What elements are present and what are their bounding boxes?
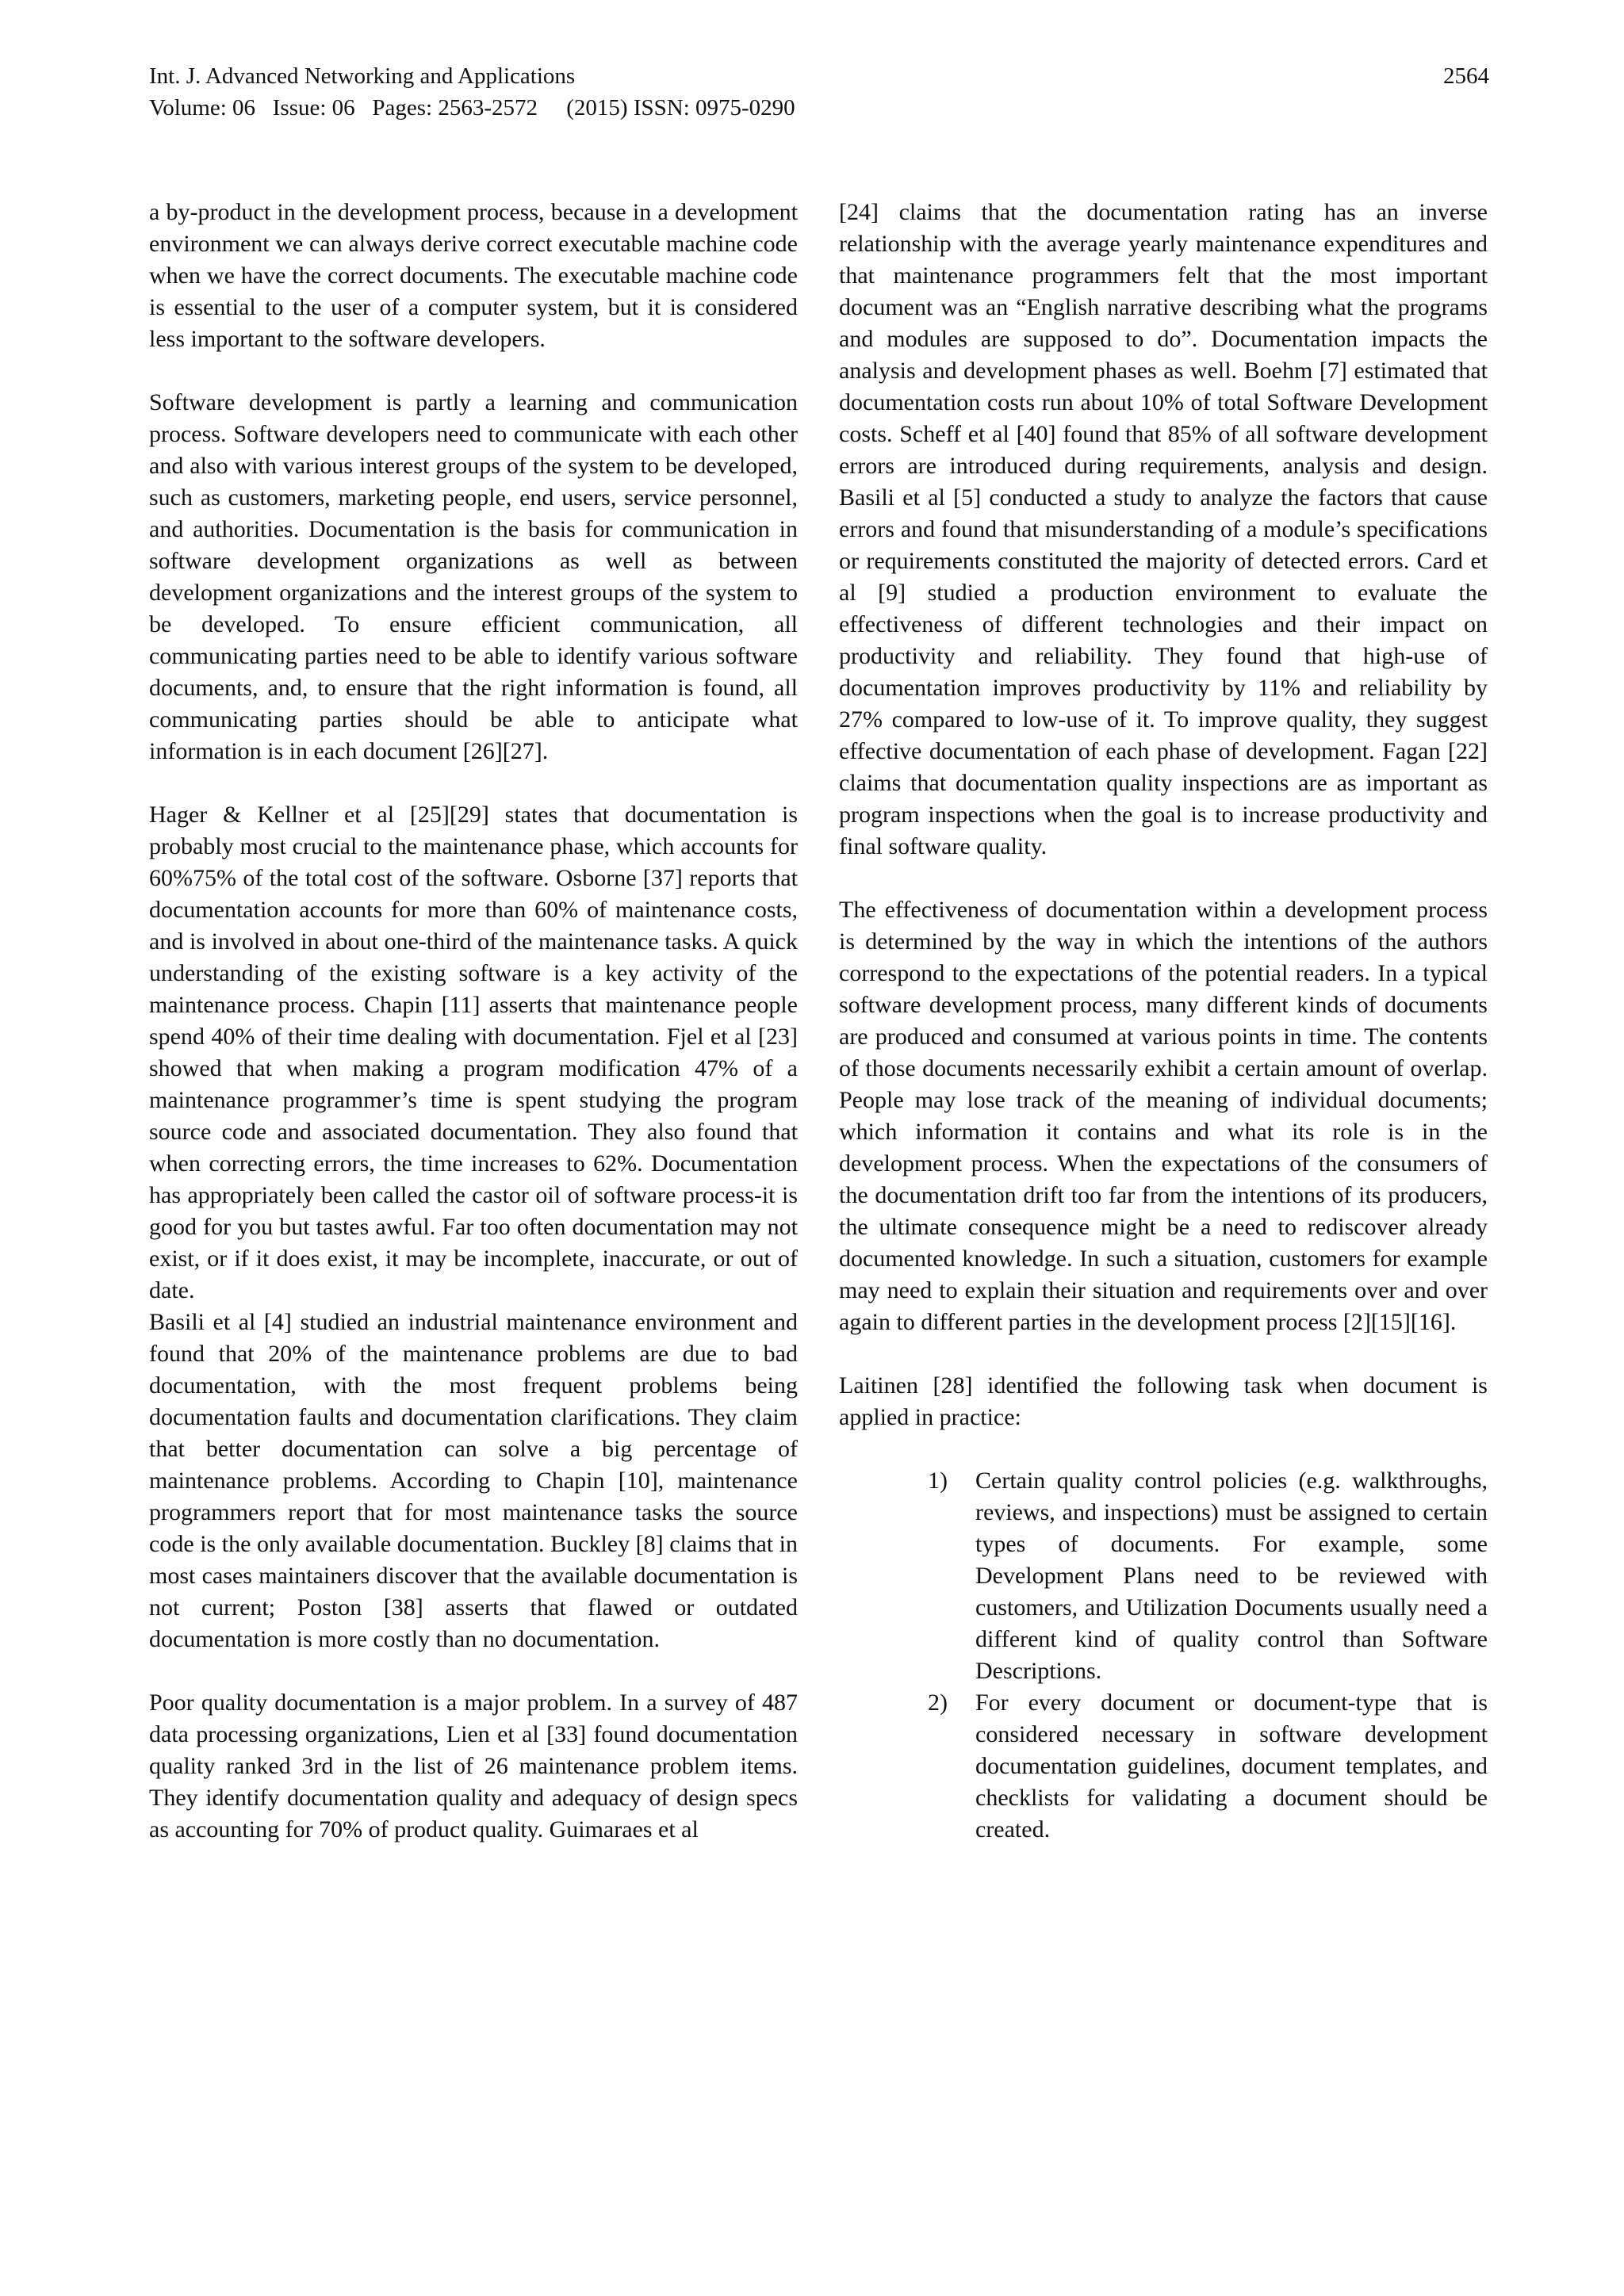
paragraph: Poor quality documentation is a major problem. In a survey of 487 data processing organizations, Lien et al [33] found documentation quality ranked 3rd in the list of 26 maintenance problem items. They identify documentation quality and adequacy of design specs as accounting for 70% of product quality. Guimaraes et al	[149, 1689, 798, 1843]
list-item	[839, 1687, 1488, 1846]
paragraph: Basili et al [4] studied an industrial maintenance environment and found that 20% of the maintenance problems are due to bad documentation, with the most frequent problems being documentation faults and documentation clarifications. They claim that better documentation can solve a big percentage of maintenance problems. According to Chapin [10], maintenance programmers report that for most maintenance tasks the source code is the only available documentation. Buckley [8] claims that in most cases maintainers discover that the available documentation is not current; Poston [38] asserts that flawed or outdated documentation is more costly than no documentation.	[149, 1309, 798, 1652]
paragraph: a by-product in the development process, because in a development environment we can always derive correct executable machine code when we have the correct documents. The executable machine code is essential to the user of a computer system, but it is considered less important to the software developers.	[149, 199, 798, 352]
journal-title: Int. J. Advanced Networking and Applications	[149, 63, 576, 89]
list-number: 1)	[928, 1468, 948, 1494]
right-column	[839, 197, 1488, 1846]
paragraph: Hager & Kellner et al [25][29] states that documentation is probably most crucial to the maintenance phase, which accounts for 60%75% of the total cost of the software. Osborne [37] reports that documentation accounts for more than 60% of maintenance costs, and is involved in about one-third of the maintenance tasks. A quick understanding of the existing software is a key activity of the maintenance process. Chapin [11] asserts that maintenance people spend 40% of their time dealing with documentation. Fjel et al [23] showed that when making a program modification 47% of a maintenance programmer’s time is spent studying the program source code and associated documentation. They also found that when correcting errors, the time increases to 62%. Documentation has appropriately been called the castor oil of software process-it is good for you but tastes awful. Far too often documentation may not exist, or if it does exist, it may be incomplete, inaccurate, or out of date.	[149, 802, 798, 1303]
page-number: 2564	[1443, 63, 1489, 89]
paragraph: Software development is partly a learning and communication process. Software developers need to communicate with each other and also with various interest groups of the system to be developed, such as customers, marketing people, end users, service personnel, and authorities. Documentation is the basis for communication in software development organizations as well as between development organizations and the interest groups of the system to be developed. To ensure efficient communication, all communicating parties need to be able to identify various software documents, and, to ensure that the right information is found, all communicating parties should be able to anticipate what information is in each document [26][27].	[149, 389, 798, 764]
paragraph: [24] claims that the documentation rating has an inverse relationship with the average yearly maintenance expenditures and that maintenance programmers felt that the most important document was an “English narrative describing what the programs and modules are supposed to do”. Documentation impacts the analysis and development phases as well. Boehm [7] estimated that documentation costs run about 10% of total Software Development costs. Scheff et al [40] found that 85% of all software development errors are introduced during requirements, analysis and design. Basili et al [5] conducted a study to analyze the factors that cause errors and found that misunderstanding of a module’s specifications or requirements constituted the majority of detected errors. Card et al [9] studied a production environment to evaluate the effectiveness of different technologies and their impact on productivity and reliability. They found that high-use of documentation improves productivity by 11% and reliability by 27% compared to low-use of it. To improve quality, they suggest effective documentation of each phase of development. Fagan [22] claims that documentation quality inspections are as important as program inspections when the goal is to increase productivity and final software quality.	[839, 199, 1488, 859]
list-text: Certain quality control policies (e.g. walkthroughs, reviews, and inspections) must be assigned to certain types of documents. For example, some Development Plans need to be reviewed with customers, and Utilization Documents usually need a different kind of quality control than Software Descriptions.	[975, 1468, 1488, 1684]
left-column	[149, 197, 798, 1877]
page-header	[149, 60, 1489, 124]
list-item	[839, 1465, 1488, 1687]
list-text: For every document or document-type that is considered necessary in software development documentation guidelines, document templates, and checklists for validating a document should be created.	[975, 1689, 1488, 1843]
paragraph: Laitinen [28] identified the following task when document is applied in practice:	[839, 1372, 1488, 1430]
volume-line: Volume: 06 Issue: 06 Pages: 2563-2572 (2015) ISSN: 0975-0290	[149, 95, 795, 121]
numbered-list	[839, 1465, 1488, 1846]
list-number: 2)	[928, 1689, 948, 1716]
paragraph: The effectiveness of documentation within a development process is determined by the way in which the intentions of the authors correspond to the expectations of the potential readers. In a typical software development process, many different kinds of documents are produced and consumed at various points in time. The contents of those documents necessarily exhibit a certain amount of overlap. People may lose track of the meaning of individual documents; which information it contains and what its role is in the development process. When the expectations of the consumers of the documentation drift too far from the intentions of its producers, the ultimate consequence might be a need to rediscover already documented knowledge. In such a situation, customers for example may need to explain their situation and requirements over and over again to different parties in the development process [2][15][16].	[839, 897, 1488, 1335]
